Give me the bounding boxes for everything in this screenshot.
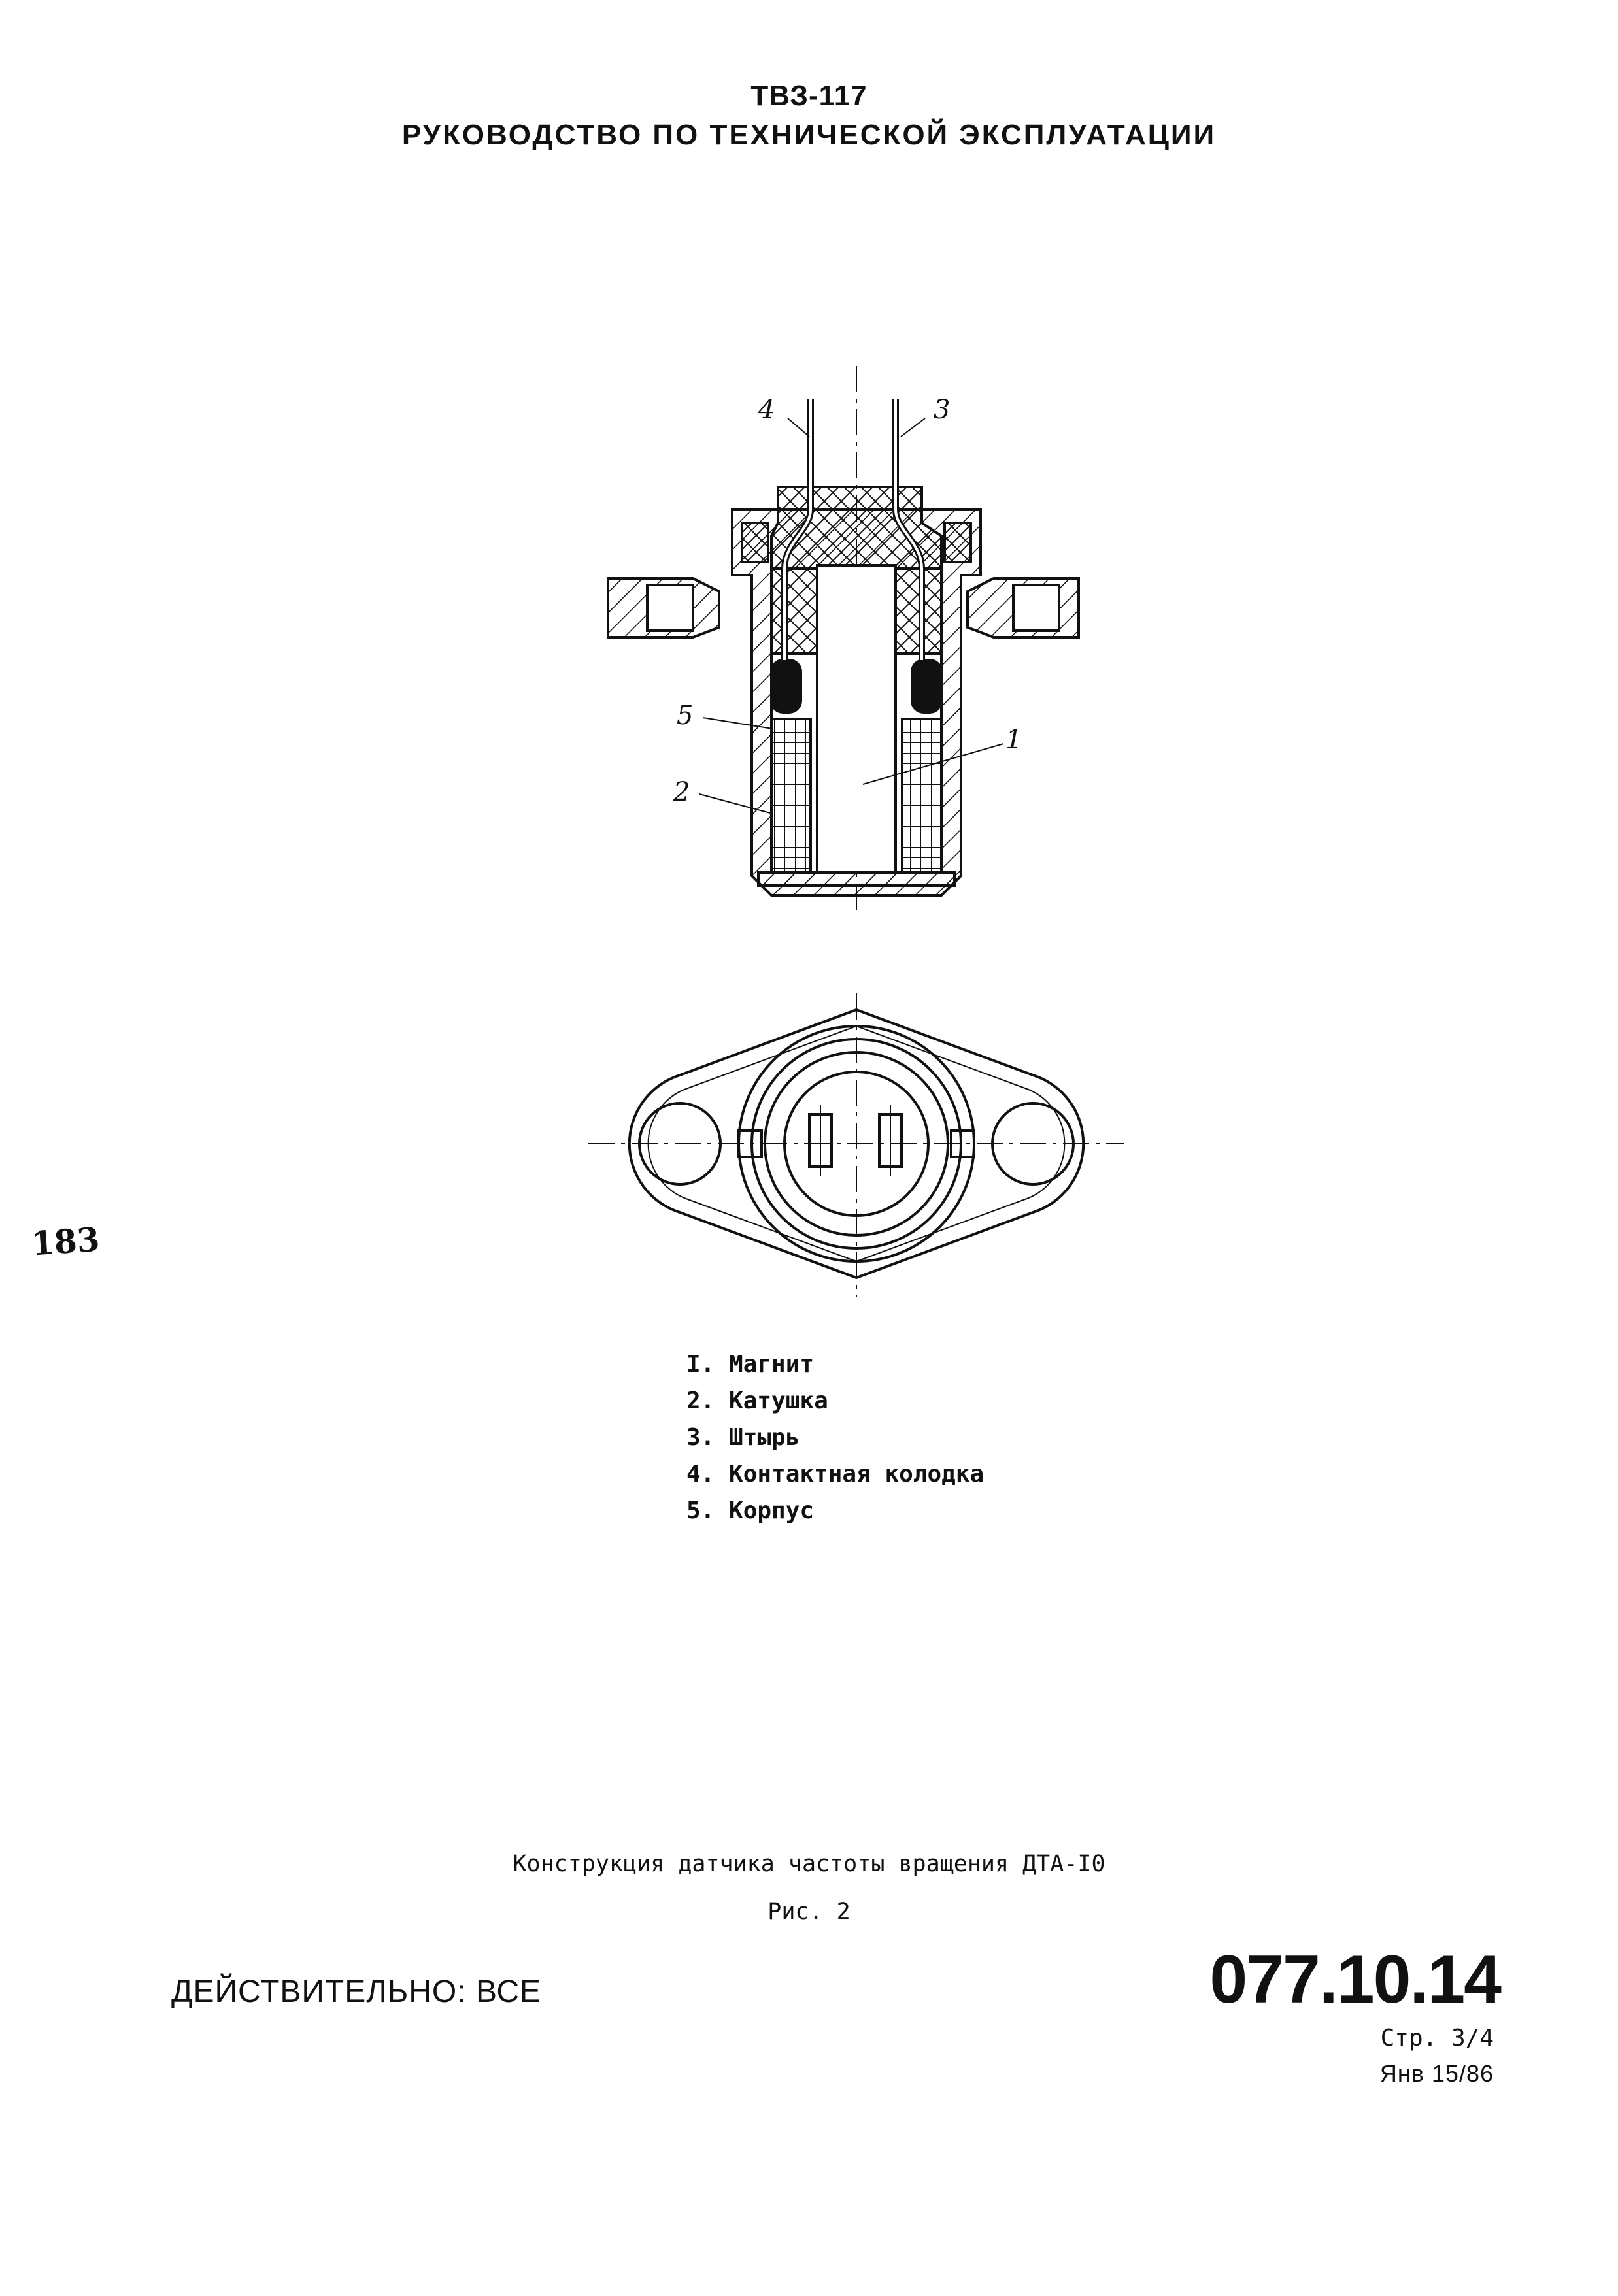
plan-view <box>588 993 1124 1297</box>
revision-date: Янв 15/86 <box>1379 2060 1494 2087</box>
callout-5: 5 <box>677 701 694 731</box>
document-title: РУКОВОДСТВО ПО ТЕХНИЧЕСКОЙ ЭКСПЛУАТАЦИИ <box>401 119 1217 151</box>
legend-item: 5. Корпус <box>686 1497 815 1524</box>
handwritten-margin-mark: 183 <box>30 1220 101 1263</box>
validity-note: ДЕЙСТВИТЕЛЬНО: ВСЕ <box>171 1974 542 2009</box>
parts-legend <box>686 1346 984 1529</box>
legend-item: 4. Контактная колодка <box>686 1461 985 1488</box>
page-number: Стр. 3/4 <box>1380 2025 1494 2052</box>
callout-2: 2 <box>673 777 690 807</box>
document-number: 077.10.14 <box>1209 1942 1500 2018</box>
legend-item: I. Магнит <box>686 1351 815 1378</box>
figure-label: Рис. 2 <box>767 1899 851 1925</box>
document-code: ТВЗ-117 <box>750 80 868 112</box>
section-view <box>608 366 1079 915</box>
callout-3: 3 <box>934 395 951 425</box>
legend-item: 2. Катушка <box>686 1388 828 1414</box>
figure-caption: Конструкция датчика частоты вращения ДТА-I0 <box>513 1851 1105 1877</box>
callout-4: 4 <box>758 395 775 425</box>
callout-1: 1 <box>1005 725 1022 755</box>
legend-item: 3. Штырь <box>686 1424 800 1451</box>
